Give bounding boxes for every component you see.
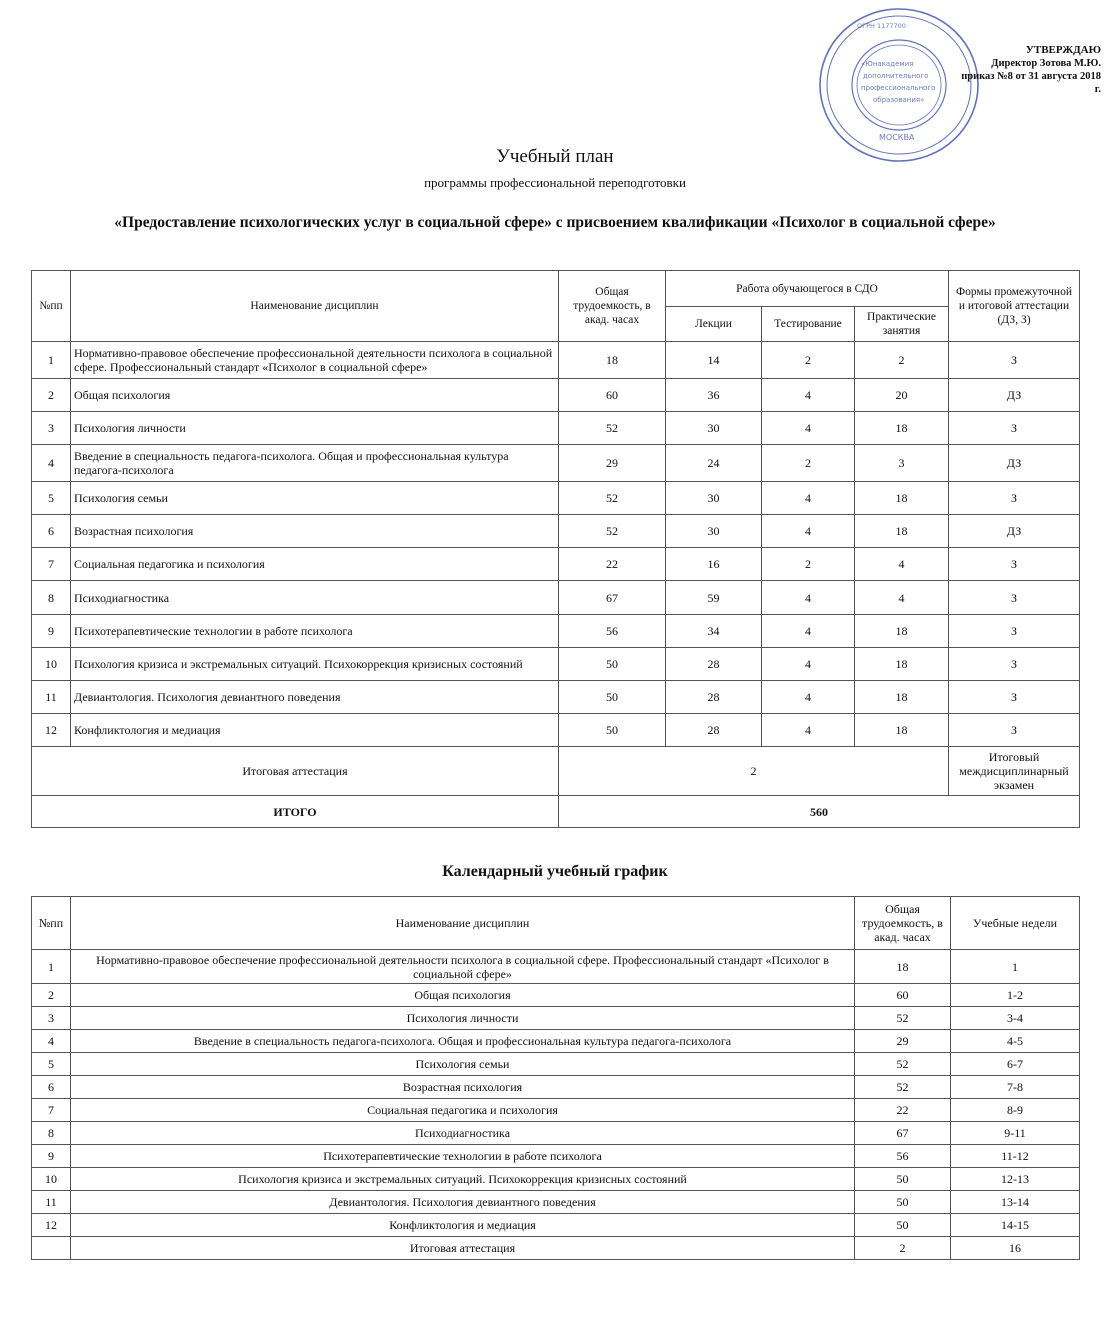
row-number: 10 [32, 1168, 71, 1191]
discipline-name: Психология личности [71, 1007, 855, 1030]
discipline-name: Введение в специальность педагога-психолога. Общая и профессиональная культура педагога-психолога [71, 1030, 855, 1053]
lecture-hours: 28 [666, 714, 762, 747]
program-name: «Предоставление психологических услуг в социальной сфере» с присвоением квалификации «Психолог в социальной сфере» [114, 214, 996, 231]
testing-hours: 4 [762, 681, 855, 714]
table-row [32, 379, 1080, 412]
study-weeks: 9-11 [951, 1122, 1080, 1145]
discipline-name: Психодиагностика [71, 581, 559, 615]
svg-text:МОСКВА: МОСКВА [879, 133, 915, 142]
practice-hours: 18 [855, 681, 949, 714]
total-hours: 56 [559, 615, 666, 648]
organization-stamp [817, 6, 981, 164]
discipline-name: Возрастная психология [71, 515, 559, 548]
svg-text:«Юнакадемия: «Юнакадемия [861, 60, 914, 68]
study-weeks: 14-15 [951, 1214, 1080, 1237]
table-row [32, 482, 1080, 515]
lecture-hours: 34 [666, 615, 762, 648]
practice-hours: 20 [855, 379, 949, 412]
header-num: №пп [32, 271, 71, 342]
lecture-hours: 24 [666, 445, 762, 482]
table-row [32, 1007, 1080, 1030]
row-number: 5 [32, 482, 71, 515]
testing-hours: 4 [762, 714, 855, 747]
practice-hours: 3 [855, 445, 949, 482]
testing-hours: 4 [762, 648, 855, 681]
discipline-name: Психология семьи [71, 482, 559, 515]
lecture-hours: 36 [666, 379, 762, 412]
row-number: 5 [32, 1053, 71, 1076]
discipline-name: Введение в специальность педагога-психолога. Общая и профессиональная культура педагога-психолога [71, 445, 559, 482]
plan-subtitle: программы профессиональной переподготовки [424, 175, 686, 190]
testing-hours: 2 [762, 342, 855, 379]
table-row [32, 1030, 1080, 1053]
row-number: 1 [32, 950, 71, 984]
discipline-name: Психология кризиса и экстремальных ситуаций. Психокоррекция кризисных состояний [71, 1168, 855, 1191]
study-weeks: 3-4 [951, 1007, 1080, 1030]
header-total: Общая трудоемкость, в акад. часах [559, 271, 666, 342]
attestation-form: З [949, 342, 1080, 379]
total-hours: 56 [855, 1145, 951, 1168]
testing-hours: 4 [762, 615, 855, 648]
testing-hours: 2 [762, 548, 855, 581]
table-row [32, 1122, 1080, 1145]
table-row [32, 615, 1080, 648]
calendar-table [31, 896, 1080, 1260]
testing-hours: 4 [762, 482, 855, 515]
attestation-form: З [949, 581, 1080, 615]
attestation-form: З [949, 615, 1080, 648]
discipline-name: Девиантология. Психология девиантного поведения [71, 1191, 855, 1214]
table-row [32, 515, 1080, 548]
table-row [32, 714, 1080, 747]
svg-text:образования»: образования» [873, 96, 925, 104]
study-weeks: 1-2 [951, 984, 1080, 1007]
discipline-name: Возрастная психология [71, 1076, 855, 1099]
table-row [32, 1076, 1080, 1099]
attestation-form: З [949, 648, 1080, 681]
discipline-name: Конфликтология и медиация [71, 714, 559, 747]
lecture-hours: 14 [666, 342, 762, 379]
practice-hours: 18 [855, 412, 949, 445]
row-number: 6 [32, 1076, 71, 1099]
total-hours: 22 [855, 1099, 951, 1122]
total-hours: 52 [559, 515, 666, 548]
calendar-title: Календарный учебный график [442, 863, 668, 880]
practice-hours: 18 [855, 714, 949, 747]
final-attestation-label: Итоговая аттестация [32, 747, 559, 796]
lecture-hours: 16 [666, 548, 762, 581]
discipline-name: Общая психология [71, 379, 559, 412]
header-lectures: Лекции [666, 307, 762, 342]
row-number: 12 [32, 714, 71, 747]
practice-hours: 18 [855, 615, 949, 648]
discipline-name: Конфликтология и медиация [71, 1214, 855, 1237]
discipline-name: Психотерапевтические технологии в работе психолога [71, 615, 559, 648]
approval-order: приказ №8 от 31 августа 2018 г. [961, 71, 1101, 95]
discipline-name: Девиантология. Психология девиантного поведения [71, 681, 559, 714]
cal-header-weeks: Учебные недели [951, 897, 1080, 950]
study-weeks: 13-14 [951, 1191, 1080, 1214]
testing-hours: 4 [762, 412, 855, 445]
row-number: 9 [32, 615, 71, 648]
lecture-hours: 28 [666, 648, 762, 681]
study-weeks: 4-5 [951, 1030, 1080, 1053]
cal-header-total: Общая трудоемкость, в акад. часах [855, 897, 951, 950]
table-row [32, 342, 1080, 379]
cal-header-num: №пп [32, 897, 71, 950]
discipline-name: Психотерапевтические технологии в работе психолога [71, 1145, 855, 1168]
table-row [32, 950, 1080, 984]
discipline-name: Психология личности [71, 412, 559, 445]
row-number: 12 [32, 1214, 71, 1237]
lecture-hours: 59 [666, 581, 762, 615]
total-hours: 22 [559, 548, 666, 581]
table-row [32, 681, 1080, 714]
discipline-name: Социальная педагогика и психология [71, 548, 559, 581]
final-attestation-form: Итоговый междисциплинарный экзамен [949, 747, 1080, 796]
practice-hours: 18 [855, 515, 949, 548]
discipline-name: Итоговая аттестация [71, 1237, 855, 1260]
row-number: 1 [32, 342, 71, 379]
approval-title: УТВЕРЖДАЮ [1025, 44, 1101, 56]
total-hours: 18 [559, 342, 666, 379]
table-row [32, 548, 1080, 581]
row-number: 8 [32, 581, 71, 615]
total-hours: 50 [559, 648, 666, 681]
table-row [32, 1168, 1080, 1191]
table-row [32, 1053, 1080, 1076]
row-number: 10 [32, 648, 71, 681]
study-weeks: 7-8 [951, 1076, 1080, 1099]
table-row [32, 1145, 1080, 1168]
attestation-form: З [949, 548, 1080, 581]
study-weeks: 1 [951, 950, 1080, 984]
svg-text:дополнительного: дополнительного [863, 72, 929, 80]
row-number: 9 [32, 1145, 71, 1168]
table-row [32, 581, 1080, 615]
total-hours: 50 [855, 1168, 951, 1191]
lecture-hours: 30 [666, 482, 762, 515]
row-number: 2 [32, 984, 71, 1007]
cal-header-name: Наименование дисциплин [71, 897, 855, 950]
total-hours: 50 [559, 714, 666, 747]
practice-hours: 18 [855, 482, 949, 515]
total-hours: 29 [855, 1030, 951, 1053]
testing-hours: 2 [762, 445, 855, 482]
attestation-form: З [949, 714, 1080, 747]
study-weeks: 12-13 [951, 1168, 1080, 1191]
row-number: 11 [32, 681, 71, 714]
header-testing: Тестирование [762, 307, 855, 342]
total-hours: 67 [559, 581, 666, 615]
row-number: 8 [32, 1122, 71, 1145]
discipline-name: Нормативно-правовое обеспечение профессиональной деятельности психолога в социальной сфере. Профессиональный стандарт «Психолог в социальной сфере» [71, 950, 855, 984]
row-number: 2 [32, 379, 71, 412]
total-hours: 50 [559, 681, 666, 714]
total-hours: 18 [855, 950, 951, 984]
total-hours: 60 [855, 984, 951, 1007]
final-attestation-row [32, 747, 1080, 796]
discipline-name: Психология кризиса и экстремальных ситуаций. Психокоррекция кризисных состояний [71, 648, 559, 681]
attestation-form: З [949, 482, 1080, 515]
header-name: Наименование дисциплин [71, 271, 559, 342]
study-weeks: 8-9 [951, 1099, 1080, 1122]
total-hours: 50 [855, 1191, 951, 1214]
attestation-form: ДЗ [949, 445, 1080, 482]
total-hours: 29 [559, 445, 666, 482]
row-number: 6 [32, 515, 71, 548]
total-hours: 52 [855, 1076, 951, 1099]
total-row [32, 796, 1080, 828]
discipline-name: Психология семьи [71, 1053, 855, 1076]
row-number: 11 [32, 1191, 71, 1214]
table-row [32, 1099, 1080, 1122]
row-number: 4 [32, 445, 71, 482]
table-row [32, 412, 1080, 445]
study-weeks: 6-7 [951, 1053, 1080, 1076]
attestation-form: З [949, 412, 1080, 445]
calendar-table-body [32, 897, 1080, 1260]
header-work: Работа обучающегося в СДО [666, 271, 949, 307]
discipline-name: Психодиагностика [71, 1122, 855, 1145]
table-row [32, 984, 1080, 1007]
lecture-hours: 30 [666, 412, 762, 445]
total-hours: 52 [855, 1007, 951, 1030]
header-practice: Практические занятия [855, 307, 949, 342]
table-row [32, 1191, 1080, 1214]
table-row [32, 1237, 1080, 1260]
practice-hours: 4 [855, 548, 949, 581]
table-row [32, 1214, 1080, 1237]
discipline-name: Нормативно-правовое обеспечение профессиональной деятельности психолога в социальной сфере. Профессиональный стандарт «Психолог в социальной сфере» [71, 342, 559, 379]
table-row [32, 445, 1080, 482]
total-hours: 52 [855, 1053, 951, 1076]
lecture-hours: 28 [666, 681, 762, 714]
svg-text:профессионального: профессионального [861, 84, 936, 92]
header-forms: Формы промежуточной и итоговой аттестации (ДЗ, З) [949, 271, 1080, 342]
total-hours-sum: 560 [559, 796, 1080, 828]
lecture-hours: 30 [666, 515, 762, 548]
approval-director: Директор Зотова М.Ю. [991, 58, 1101, 69]
total-hours: 52 [559, 482, 666, 515]
practice-hours: 4 [855, 581, 949, 615]
final-attestation-hours: 2 [559, 747, 949, 796]
curriculum-table [31, 270, 1080, 828]
discipline-name: Социальная педагогика и психология [71, 1099, 855, 1122]
practice-hours: 2 [855, 342, 949, 379]
attestation-form: ДЗ [949, 515, 1080, 548]
row-number [32, 1237, 71, 1260]
total-hours: 60 [559, 379, 666, 412]
table-row [32, 648, 1080, 681]
total-hours: 67 [855, 1122, 951, 1145]
row-number: 3 [32, 1007, 71, 1030]
row-number: 3 [32, 412, 71, 445]
study-weeks: 16 [951, 1237, 1080, 1260]
total-hours: 52 [559, 412, 666, 445]
approval-block [961, 44, 1101, 96]
testing-hours: 4 [762, 379, 855, 412]
discipline-name: Общая психология [71, 984, 855, 1007]
row-number: 7 [32, 1099, 71, 1122]
row-number: 7 [32, 548, 71, 581]
curriculum-table-body [32, 271, 1080, 828]
practice-hours: 18 [855, 648, 949, 681]
total-label: ИТОГО [32, 796, 559, 828]
study-weeks: 11-12 [951, 1145, 1080, 1168]
row-number: 4 [32, 1030, 71, 1053]
attestation-form: З [949, 681, 1080, 714]
plan-title: Учебный план [496, 146, 614, 167]
testing-hours: 4 [762, 515, 855, 548]
attestation-form: ДЗ [949, 379, 1080, 412]
svg-text:ОГРН 1177700: ОГРН 1177700 [857, 22, 906, 30]
testing-hours: 4 [762, 581, 855, 615]
total-hours: 50 [855, 1214, 951, 1237]
total-hours: 2 [855, 1237, 951, 1260]
